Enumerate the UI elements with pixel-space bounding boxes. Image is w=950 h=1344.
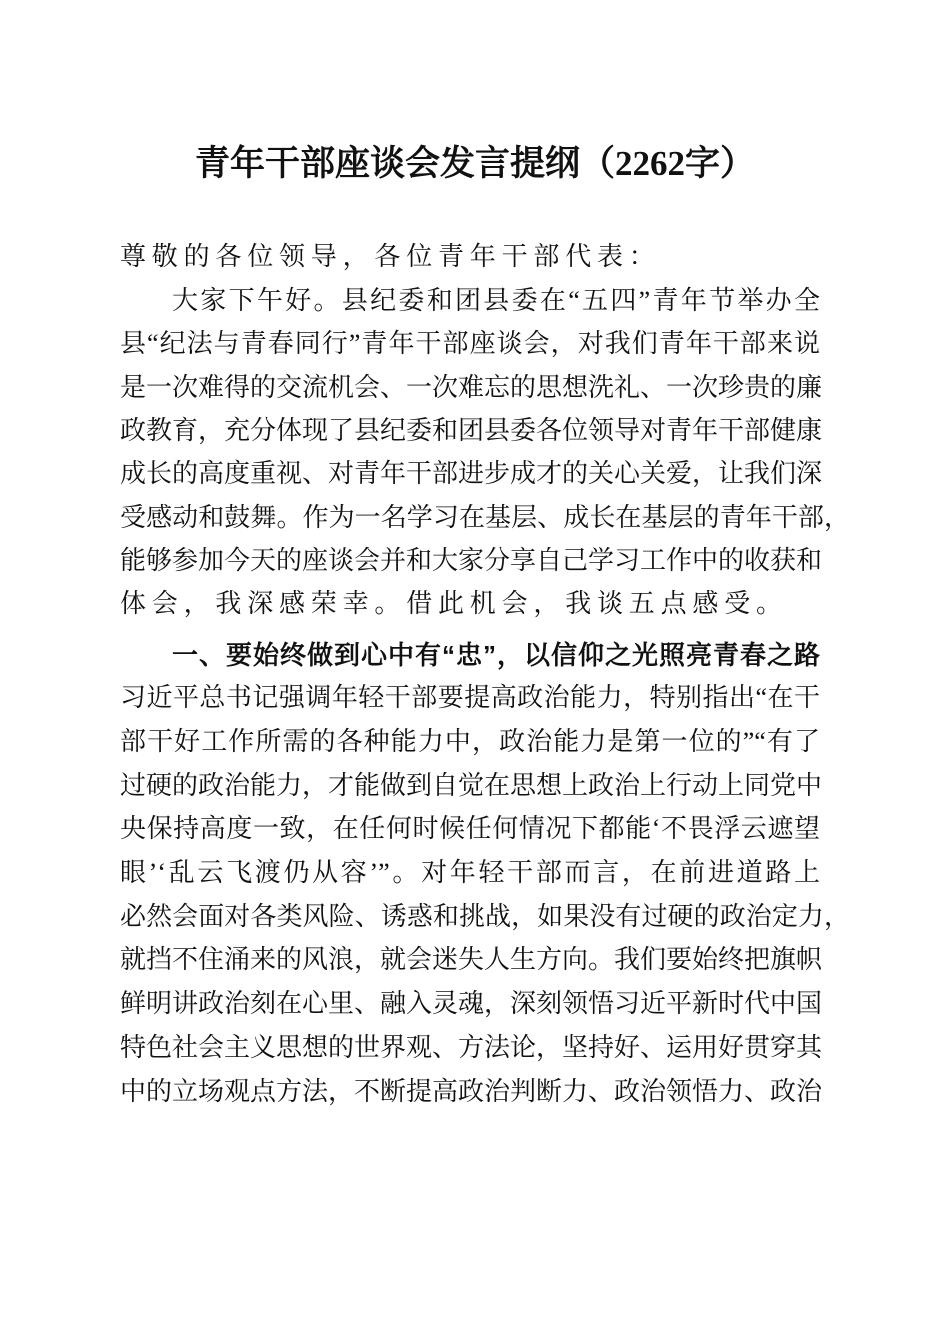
intro-line: 受感动和鼓舞。作为一名学习在基层、成长在基层的青年干部， <box>120 503 850 532</box>
body-line: 部干好工作所需的各种能力中，政治能力是第一位的”“有了 <box>120 727 820 756</box>
body-line: 必然会面对各类风险、诱惑和挑战，如果没有过硬的政治定力， <box>120 902 850 931</box>
intro-line: 政教育，充分体现了县纪委和团县委各位领导对青年干部健康 <box>120 416 823 445</box>
body-line: 央保持高度一致，在任何时候任何情况下都能‘不畏浮云遮望 <box>120 814 820 843</box>
body-line: 中的立场观点方法，不断提高政治判断力、政治领悟力、政治 <box>120 1077 823 1106</box>
intro-line: 县“纪法与青春同行”青年干部座谈会，对我们青年干部来说 <box>120 329 820 358</box>
intro-line: 能够参加今天的座谈会并和大家分享自己学习工作中的收获和 <box>120 546 823 575</box>
body-line: 鲜明讲政治刻在心里、融入灵魂，深刻领悟习近平新时代中国 <box>120 989 823 1018</box>
intro-line: 成长的高度重视、对青年干部进步成才的关心关爱，让我们深 <box>120 459 823 488</box>
section-heading: 一、要始终做到心中有“忠”，以信仰之光照亮青春之路 <box>172 640 820 670</box>
intro-line: 体会，我深感荣幸。借此机会，我谈五点感受。 <box>120 589 788 618</box>
greeting-line: 尊敬的各位领导，各位青年干部代表： <box>120 242 661 271</box>
body-line: 就挡不住涌来的风浪，就会迷失人生方向。我们要始终把旗帜 <box>120 945 823 974</box>
body-line: 特色社会主义思想的世界观、方法论，坚持好、运用好贯穿其 <box>120 1033 823 1062</box>
body-line: 眼’‘乱云飞渡仍从容’”。对年轻干部而言，在前进道路上 <box>120 858 820 887</box>
intro-line: 是一次难得的交流机会、一次难忘的思想洗礼、一次珍贵的廉 <box>120 373 823 402</box>
body-line: 习近平总书记强调年轻干部要提高政治能力，特别指出“在干 <box>120 683 820 712</box>
body-line: 过硬的政治能力，才能做到自觉在思想上政治上行动上同党中 <box>120 771 823 800</box>
intro-line: 大家下午好。县纪委和团县委在“五四”青年节举办全 <box>172 286 820 315</box>
document-title: 青年干部座谈会发言提纲（2262字） <box>194 144 755 183</box>
